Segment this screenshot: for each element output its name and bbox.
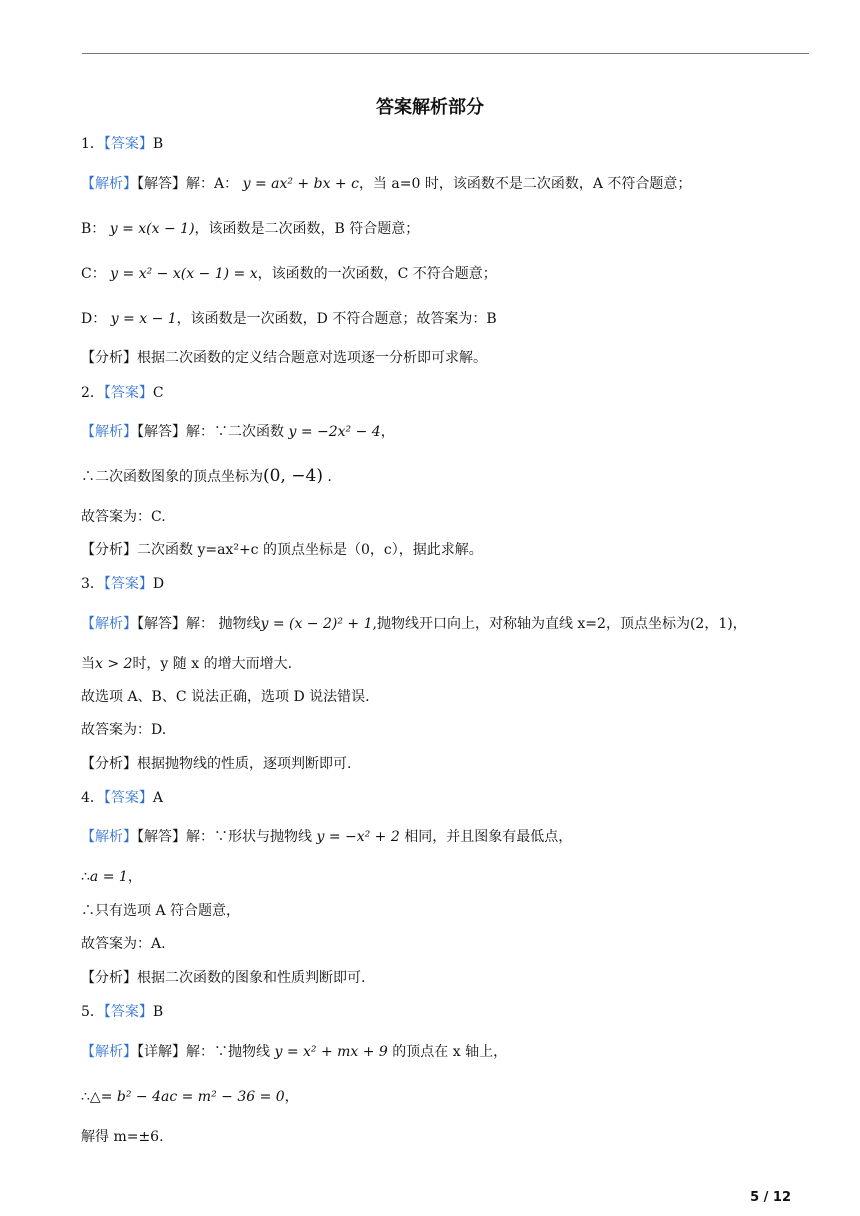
q5-solution-line-1: 【解析】【详解】解：∵抛物线 y = x² + mx + 9 的顶点在 x 轴上，	[81, 1044, 508, 1060]
formula: a = 1	[89, 869, 128, 885]
formula: y = x(x − 1)	[109, 221, 195, 237]
q3-solution-line-4: 故答案为：D.	[81, 722, 167, 738]
jieda-tag: 【解答】	[137, 424, 186, 440]
answer-tag: 【答案】	[103, 576, 153, 592]
q4-analysis: 【分析】根据二次函数的图象和性质判断即可.	[81, 970, 366, 986]
answer-tag: 【答案】	[103, 136, 153, 152]
answer-tag: 【答案】	[103, 1004, 153, 1020]
formula: y = −2x² − 4	[288, 424, 381, 440]
jiexi-tag: 【解析】	[81, 616, 137, 632]
jieda-tag: 【解答】	[137, 616, 186, 632]
q1-solution-line-3: C： y = x² − x(x − 1) = x，该函数的一次函数，C 不符合题意；	[81, 266, 497, 282]
q1-answer: B	[152, 136, 164, 152]
q4-solution-line-3: ∴只有选项 A 符合题意，	[81, 903, 241, 919]
q3-answer-line	[81, 574, 164, 594]
answer-tag: 【答案】	[103, 385, 153, 401]
q5-number: 5．	[81, 1004, 104, 1020]
fenxi-tag: 【分析】	[81, 970, 137, 986]
formula: y = ax² + bx + c	[242, 176, 359, 192]
q1-solution-line-4: D： y = x − 1，该函数是一次函数，D 不符合题意；故答案为：B	[81, 311, 497, 327]
xiangjie-tag: 【详解】	[137, 1044, 186, 1060]
q4-solution-line-1: 【解析】【解答】解：∵形状与抛物线 y = −x² + 2 相同，并且图象有最低点，	[81, 829, 573, 845]
q3-solution-line-3: 故选项 A、B、C 说法正确，选项 D 说法错误.	[81, 689, 370, 705]
fenxi-tag: 【分析】	[81, 542, 137, 558]
formula: y = x² + mx + 9	[274, 1044, 388, 1060]
page-title: 答案解析部分	[376, 97, 484, 118]
q4-answer: A	[152, 790, 164, 806]
formula: y = −x² + 2	[316, 829, 400, 845]
q3-solution-line-2: 当x > 2时，y 随 x 的增大而增大.	[81, 656, 293, 672]
jieda-tag: 【解答】	[137, 176, 186, 192]
q2-answer-line	[81, 383, 164, 403]
q1-number: 1．	[81, 136, 104, 152]
q2-answer: C	[152, 385, 164, 401]
fenxi-tag: 【分析】	[81, 350, 137, 366]
q4-number: 4．	[81, 790, 104, 806]
header-rule	[82, 53, 809, 54]
jiexi-tag: 【解析】	[81, 424, 137, 440]
formula: y = x² − x(x − 1) = x	[110, 266, 258, 282]
q3-analysis: 【分析】根据抛物线的性质，逐项判断即可.	[81, 756, 352, 772]
q4-answer-line	[81, 788, 163, 808]
q3-answer: D	[152, 576, 165, 592]
q1-answer-line	[81, 134, 163, 154]
q5-solution-line-3: 解得 m=±6.	[81, 1129, 164, 1145]
formula: y = x − 1	[110, 311, 177, 327]
q2-solution-line-3: 故答案为：C.	[81, 509, 166, 525]
q2-number: 2．	[81, 385, 104, 401]
q2-analysis: 【分析】二次函数 y=ax²+c 的顶点坐标是（0，c），据此求解。	[81, 542, 483, 558]
page-indicator: 5 / 12	[750, 1190, 791, 1205]
jiexi-tag: 【解析】	[81, 1044, 137, 1060]
q1-analysis: 【分析】根据二次函数的定义结合题意对选项逐一分析即可求解。	[81, 350, 487, 366]
q1-solution-line-2: B： y = x(x − 1)，该函数是二次函数，B 符合题意；	[81, 221, 420, 237]
fenxi-tag: 【分析】	[81, 756, 137, 772]
jiexi-tag: 【解析】	[81, 176, 137, 192]
q5-solution-line-2: ∴△= b² − 4ac = m² − 36 = 0，	[81, 1089, 299, 1105]
formula: (0, −4)	[263, 466, 323, 486]
q5-answer-line	[81, 1002, 163, 1022]
jiexi-tag: 【解析】	[81, 829, 137, 845]
q2-solution-line-1: 【解析】【解答】解：∵二次函数 y = −2x² − 4，	[81, 424, 395, 440]
formula: △= b² − 4ac = m² − 36 = 0	[89, 1089, 285, 1105]
formula: x > 2	[95, 656, 133, 672]
q4-solution-line-2: ∴a = 1，	[81, 869, 142, 885]
q5-answer: B	[152, 1004, 164, 1020]
q3-number: 3．	[81, 576, 104, 592]
q4-solution-line-4: 故答案为：A.	[81, 936, 166, 952]
jieda-tag: 【解答】	[137, 829, 186, 845]
q2-solution-line-2: ∴二次函数图象的顶点坐标为(0, −4) .	[81, 466, 332, 486]
answer-tag: 【答案】	[103, 790, 153, 806]
formula: y = (x − 2)² + 1	[260, 616, 373, 632]
q3-solution-line-1: 【解析】【解答】解： 抛物线y = (x − 2)² + 1,抛物线开口向上，对称轴为直线 x=2，顶点坐标为(2，1)，	[81, 616, 747, 632]
q1-solution-line-1: 【解析】【解答】解：A： y = ax² + bx + c，当 a=0 时，该函数不是二次函数，A 不符合题意；	[81, 176, 692, 192]
